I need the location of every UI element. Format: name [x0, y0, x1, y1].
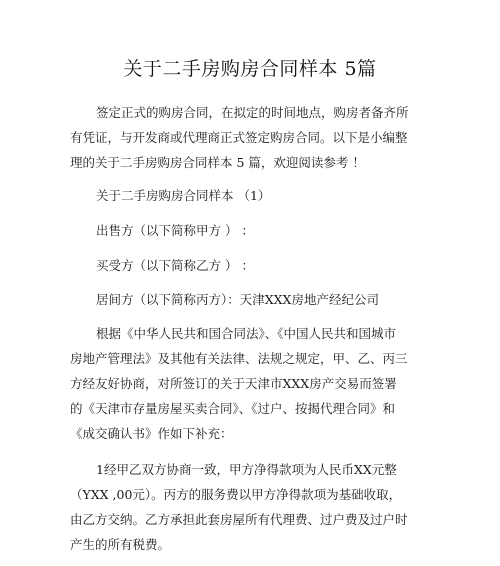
basis-line-2: 房地产管理法》及其他有关法律、法规之规定，甲、乙、丙三	[70, 351, 408, 366]
clause-1-line-1: 1经甲乙双方协商一致，甲方净得款项为人民币XX元整	[96, 462, 397, 477]
basis-line-5: 《成交确认书》作如下补充：	[70, 426, 233, 441]
intro-line-3: 理的关于二手房购房合同样本 5 篇，欢迎阅读参考 ！	[70, 155, 365, 170]
intro-paragraph	[70, 100, 426, 175]
seller-line	[96, 218, 426, 243]
clause-1-line-4: 产生的所有税费。	[70, 537, 171, 552]
buyer-text: 买受方（以下简称乙方 ） ：	[96, 258, 254, 273]
seller-text: 出售方（以下简称甲方 ） ：	[96, 223, 254, 238]
basis-line-4: 的《天津市存量房屋买卖合同》、《过户、按揭代理合同》和	[70, 401, 396, 416]
sample-heading-text: 关于二手房购房合同样本 （1）	[96, 188, 271, 203]
basis-line-1: 根据《中华人民共和国合同法》、《中国人民共和国城市	[96, 326, 397, 341]
clause-1-line-3: 由乙方交纳。乙方承担此套房屋所有代理费、过户费及过户时	[70, 512, 408, 527]
intro-line-1: 签定正式的购房合同，在拟定的时间地点，购房者备齐所	[96, 105, 409, 120]
basis-line-3: 方经友好协商，对所签订的关于天津市XXX房产交易而签署	[70, 376, 397, 391]
buyer-line	[96, 253, 426, 278]
sample-heading	[96, 183, 426, 208]
intro-line-2: 有凭证，与开发商或代理商正式签定购房合同。以下是小编整	[70, 130, 408, 145]
clause-1-line-2: （YXX ,00元）。丙方的服务费以甲方净得款项为基础收取，	[70, 487, 402, 502]
clause-1-paragraph	[70, 457, 426, 557]
document-title: 关于二手房购房合同样本 5篇	[123, 58, 377, 80]
agent-text: 居间方（以下简称丙方）：天津XXX房地产经纪公司	[96, 292, 379, 307]
agent-line	[96, 287, 426, 312]
basis-paragraph	[70, 321, 426, 446]
